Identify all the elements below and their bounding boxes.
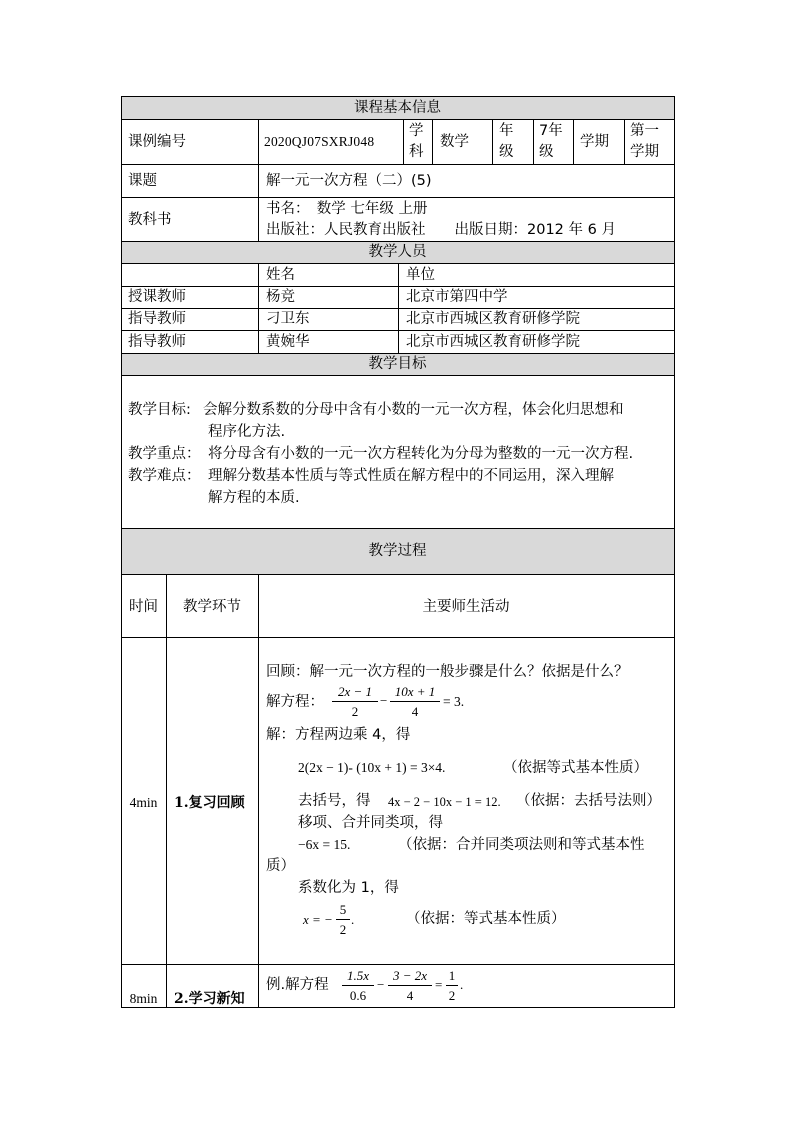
teacher-name: 杨竞 (266, 289, 295, 305)
teacher-role: 授课教师 (128, 289, 186, 305)
textbook-label: 教科书 (128, 212, 172, 228)
fraction-5-num: 3 − 2x (392, 968, 428, 983)
col-activity-header: 主要师生活动 (422, 599, 510, 615)
fraction-1 (332, 684, 378, 719)
fraction-2 (390, 684, 440, 719)
solve-label: 解方程： (266, 694, 324, 710)
minus-sign: − (380, 693, 388, 708)
step4-basis: （依据：等式基本性质） (406, 911, 566, 927)
fraction-6-num: 1 (448, 968, 456, 983)
difficulty-label: 教学难点： (128, 468, 201, 484)
subject-value: 数学 (440, 134, 469, 150)
fraction-3 (336, 902, 350, 937)
equation-rhs: = 3. (443, 694, 465, 709)
teacher-unit: 北京市第四中学 (406, 289, 508, 305)
step2-basis: （依据：去括号法则） (516, 793, 661, 809)
section-title-basic-info: 课程基本信息 (354, 100, 441, 116)
minus-sign-2: − (377, 977, 385, 992)
teacher-role: 指导教师 (128, 311, 186, 327)
row1-time: 4min (129, 795, 158, 810)
fraction-5 (388, 968, 432, 1003)
section-title-teachers: 教学人员 (368, 244, 427, 260)
goal-text-1: 会解分数系数的分母中含有小数的一元一次方程，体会化归思想和 (203, 402, 624, 418)
fraction-5-den: 4 (406, 988, 414, 1003)
step3-equation: −6x = 15. (298, 837, 351, 852)
fraction-1-den: 2 (351, 704, 359, 719)
step1-equation: 2(2x − 1)- (10x + 1) = 3×4. (298, 760, 446, 775)
subject-label-2: 科 (409, 144, 424, 160)
teacher-header-name: 姓名 (266, 267, 295, 283)
step3-basis-continued: 质） (266, 858, 295, 874)
teacher-role: 指导教师 (128, 334, 186, 350)
row2-stage: 2.学习新知 (174, 991, 245, 1007)
fraction-1-num: 2x − 1 (337, 684, 373, 699)
step4-period: . (351, 912, 355, 927)
fraction-2-num: 10x + 1 (394, 684, 436, 699)
step4-lhs: x = − (303, 912, 333, 927)
fraction-4-den: 0.6 (349, 988, 367, 1003)
fraction-4-num: 1.5x (346, 968, 370, 983)
fraction-6 (446, 968, 458, 1003)
section-title-process: 教学过程 (368, 543, 427, 559)
teacher-unit: 北京市西城区教育研修学院 (406, 311, 580, 327)
row1-stage: 1.复习回顾 (174, 795, 245, 811)
fraction-4 (342, 968, 374, 1003)
grade-value-2: 级 (539, 144, 554, 160)
goal-label: 教学目标: (128, 402, 191, 418)
row2-time: 8min (129, 991, 158, 1006)
step3-basis: （依据：合并同类项法则和等式基本性 (398, 837, 645, 853)
term-value-2: 学期 (630, 144, 659, 160)
fraction-3-num: 5 (339, 902, 347, 917)
teacher-unit: 北京市西城区教育研修学院 (406, 334, 580, 350)
key-point-label: 教学重点： (128, 446, 201, 462)
equals-sign: = (435, 977, 443, 992)
step1-basis: （依据等式基本性质） (503, 760, 648, 776)
grade-label-2: 级 (499, 144, 514, 160)
grade-value-1: 7年 (539, 123, 563, 139)
textbook-line-1: 书名： 数学 七年级 上册 (266, 201, 428, 217)
teacher-name: 刁卫东 (266, 311, 310, 327)
example-label: 例.解方程 (266, 977, 329, 993)
course-id-value: 2020QJ07SXRJ048 (264, 134, 375, 149)
grade-label-1: 年 (499, 123, 514, 139)
term-label: 学期 (580, 134, 609, 150)
fraction-3-den: 2 (339, 922, 347, 937)
term-value-1: 第一 (630, 123, 659, 139)
step4-text: 系数化为 1，得 (298, 880, 399, 896)
topic-value: 解一元一次方程（二）(5) (266, 173, 432, 189)
step3-text: 移项、合并同类项，得 (298, 815, 443, 831)
col-time-header: 时间 (129, 599, 158, 615)
difficulty-text-2: 解方程的本质. (208, 490, 300, 506)
fraction-6-den: 2 (448, 988, 456, 1003)
course-id-label: 课例编号 (128, 134, 186, 150)
topic-label: 课题 (128, 173, 157, 189)
subject-label-1: 学 (409, 123, 424, 139)
example-period: . (460, 977, 464, 992)
difficulty-text-1: 理解分数基本性质与等式性质在解方程中的不同运用，深入理解 (208, 468, 614, 484)
step2-text: 去括号，得 (298, 793, 371, 809)
textbook-line-2: 出版社：人民教育出版社 出版日期：2012 年 6 月 (266, 222, 616, 238)
key-point-text: 将分母含有小数的一元一次方程转化为分母为整数的一元一次方程. (208, 446, 634, 462)
fraction-2-den: 4 (411, 704, 419, 719)
review-question: 回顾：解一元一次方程的一般步骤是什么？依据是什么？ (266, 664, 629, 680)
col-stage-header: 教学环节 (183, 599, 241, 615)
goal-text-2: 程序化方法. (208, 424, 286, 440)
section-title-goals: 教学目标 (368, 356, 427, 372)
teacher-header-unit: 单位 (406, 267, 435, 283)
step2-equation: 4x − 2 − 10x − 1 = 12. (388, 795, 501, 809)
solution-intro: 解：方程两边乘 4，得 (266, 727, 411, 743)
teacher-name: 黄婉华 (266, 334, 310, 350)
